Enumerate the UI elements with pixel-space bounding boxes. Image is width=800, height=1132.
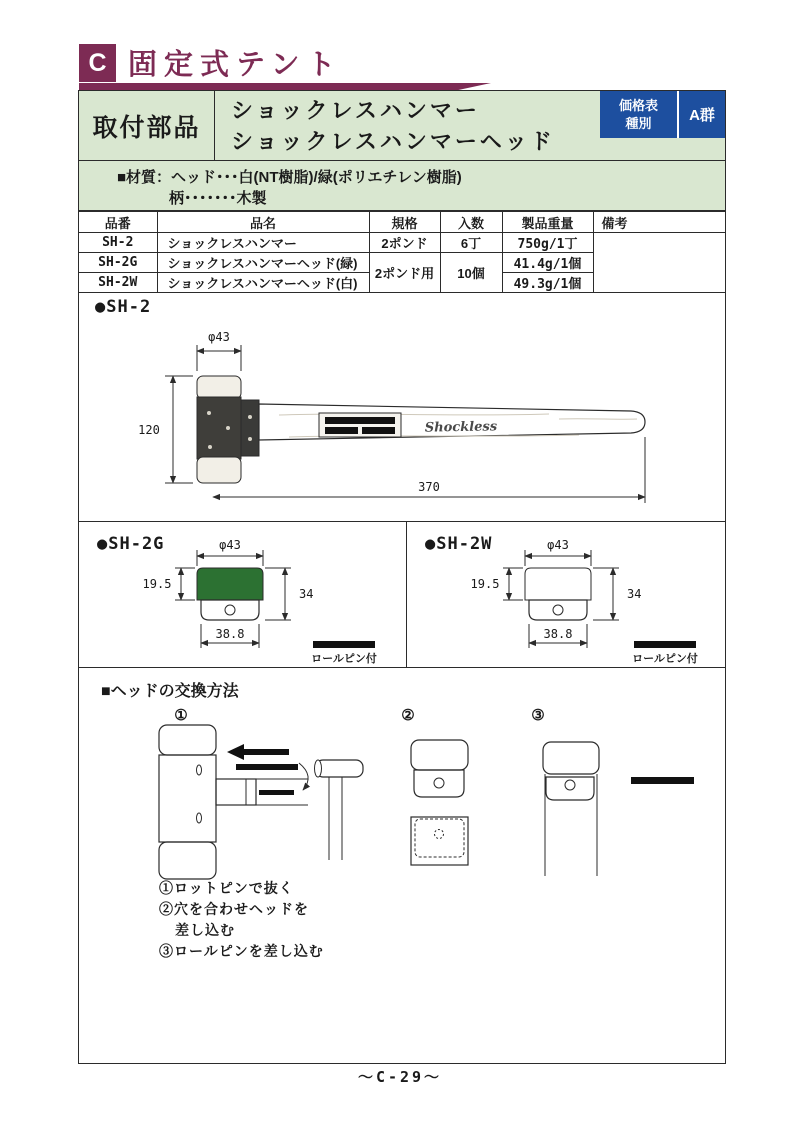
roll-pin-note: ロールピン付 bbox=[311, 653, 377, 665]
dim-head-text: 19.5 bbox=[142, 577, 172, 591]
step1-drawing bbox=[159, 725, 363, 879]
cell-spec-merged: 2ポンド用 bbox=[369, 253, 440, 293]
part-category-label: 取付部品 bbox=[79, 91, 215, 161]
dim-height-text: 120 bbox=[138, 423, 160, 437]
price-badge-line2: 種別 bbox=[625, 115, 652, 131]
group-badge: A群 bbox=[677, 91, 725, 138]
dim-diameter-text: φ43 bbox=[219, 538, 241, 552]
sh2w-panel bbox=[406, 522, 725, 668]
cell-qty: 6丁 bbox=[440, 233, 502, 253]
cell-remarks-merged bbox=[593, 233, 725, 293]
dim-head-text: 19.5 bbox=[470, 577, 500, 591]
roll-pin-bar bbox=[634, 641, 696, 648]
hammer-drawing bbox=[79, 291, 725, 521]
roll-pin-note: ロールピン付 bbox=[632, 653, 698, 665]
dim-bottom-text: 38.8 bbox=[543, 627, 573, 641]
cell-code: SH-2 bbox=[79, 233, 157, 253]
content-box bbox=[78, 90, 726, 1064]
product-title bbox=[231, 95, 555, 157]
cell-weight: 49.3g/1個 bbox=[502, 273, 593, 293]
price-badge-line1: 価格表 bbox=[618, 97, 658, 113]
dim-bottom-text: 38.8 bbox=[215, 627, 245, 641]
instruction-line: ③ロールピンを差し込む bbox=[159, 943, 324, 959]
hammer-handle bbox=[241, 400, 645, 456]
handle-brand-text: Shockless bbox=[424, 419, 498, 436]
col-header-remarks: 備考 bbox=[593, 212, 725, 233]
material-line2: 柄･･･････木製 bbox=[169, 190, 267, 207]
col-header-spec: 規格 bbox=[369, 212, 440, 233]
cell-name: ショックレスハンマーヘッド(緑) bbox=[157, 253, 369, 273]
step2-number: ② bbox=[401, 707, 415, 724]
sh2g-head-drawing bbox=[79, 522, 406, 668]
table-header-row bbox=[79, 212, 725, 233]
dim-total-text: 34 bbox=[299, 587, 314, 601]
cell-name: ショックレスハンマー bbox=[157, 233, 369, 253]
product-table bbox=[79, 211, 725, 293]
material-line1: ■材質：ヘッド･･･白(NT樹脂)/緑(ポリエチレン樹脂) bbox=[117, 169, 462, 186]
replacement-section bbox=[79, 667, 725, 1064]
sh2w-label: ●SH-2W bbox=[425, 534, 493, 554]
price-list-type-badge bbox=[600, 91, 677, 138]
col-header-weight: 製品重量 bbox=[502, 212, 593, 233]
cell-code: SH-2G bbox=[79, 253, 157, 273]
replacement-instructions bbox=[159, 878, 324, 962]
step3-drawing bbox=[543, 742, 694, 876]
title-row bbox=[79, 91, 725, 161]
dim-diameter-text: φ43 bbox=[208, 330, 230, 344]
page-number: ～C-29～ bbox=[357, 1068, 443, 1086]
badge-group bbox=[600, 91, 725, 138]
product-title-line1: ショックレスハンマー bbox=[231, 98, 480, 123]
cell-spec: 2ポンド bbox=[369, 233, 440, 253]
sh2-diagram-section bbox=[79, 291, 725, 521]
col-header-code: 品番 bbox=[79, 212, 157, 233]
roll-pin-bar bbox=[631, 777, 694, 784]
head-top-white bbox=[525, 568, 591, 600]
step2-drawing bbox=[411, 740, 468, 865]
product-title-line2: ショックレスハンマーヘッド bbox=[231, 129, 555, 154]
col-header-name: 品名 bbox=[157, 212, 369, 233]
cell-name: ショックレスハンマーヘッド(白) bbox=[157, 273, 369, 293]
table-row bbox=[79, 233, 725, 253]
dim-diameter-text: φ43 bbox=[547, 538, 569, 552]
head-panels-row bbox=[79, 521, 725, 667]
roll-pin-bar bbox=[313, 641, 375, 648]
cell-code: SH-2W bbox=[79, 273, 157, 293]
dim-length-text: 370 bbox=[418, 480, 440, 494]
material-note bbox=[79, 161, 725, 211]
cell-qty-merged: 10個 bbox=[440, 253, 502, 293]
dim-total-text: 34 bbox=[627, 587, 642, 601]
hammer-head bbox=[197, 376, 241, 483]
replacement-heading: ■ヘッドの交換方法 bbox=[101, 683, 239, 700]
instruction-line: ①ロットピンで抜く bbox=[159, 880, 294, 896]
category-title: 固定式テント bbox=[128, 49, 343, 81]
step3-number: ③ bbox=[531, 707, 545, 724]
sh2w-head-drawing bbox=[407, 522, 726, 668]
head-top-green bbox=[197, 568, 263, 600]
step1-number: ① bbox=[174, 707, 188, 724]
category-letter-box: C bbox=[79, 44, 116, 82]
sh2g-label: ●SH-2G bbox=[97, 534, 165, 554]
sh2g-panel bbox=[79, 522, 406, 668]
cell-weight: 750g/1丁 bbox=[502, 233, 593, 253]
col-header-qty: 入数 bbox=[440, 212, 502, 233]
instruction-line: 差し込む bbox=[175, 922, 235, 938]
cell-weight: 41.4g/1個 bbox=[502, 253, 593, 273]
instruction-line: ②穴を合わせヘッドを bbox=[159, 901, 309, 917]
sh2-label: ●SH-2 bbox=[95, 297, 152, 317]
